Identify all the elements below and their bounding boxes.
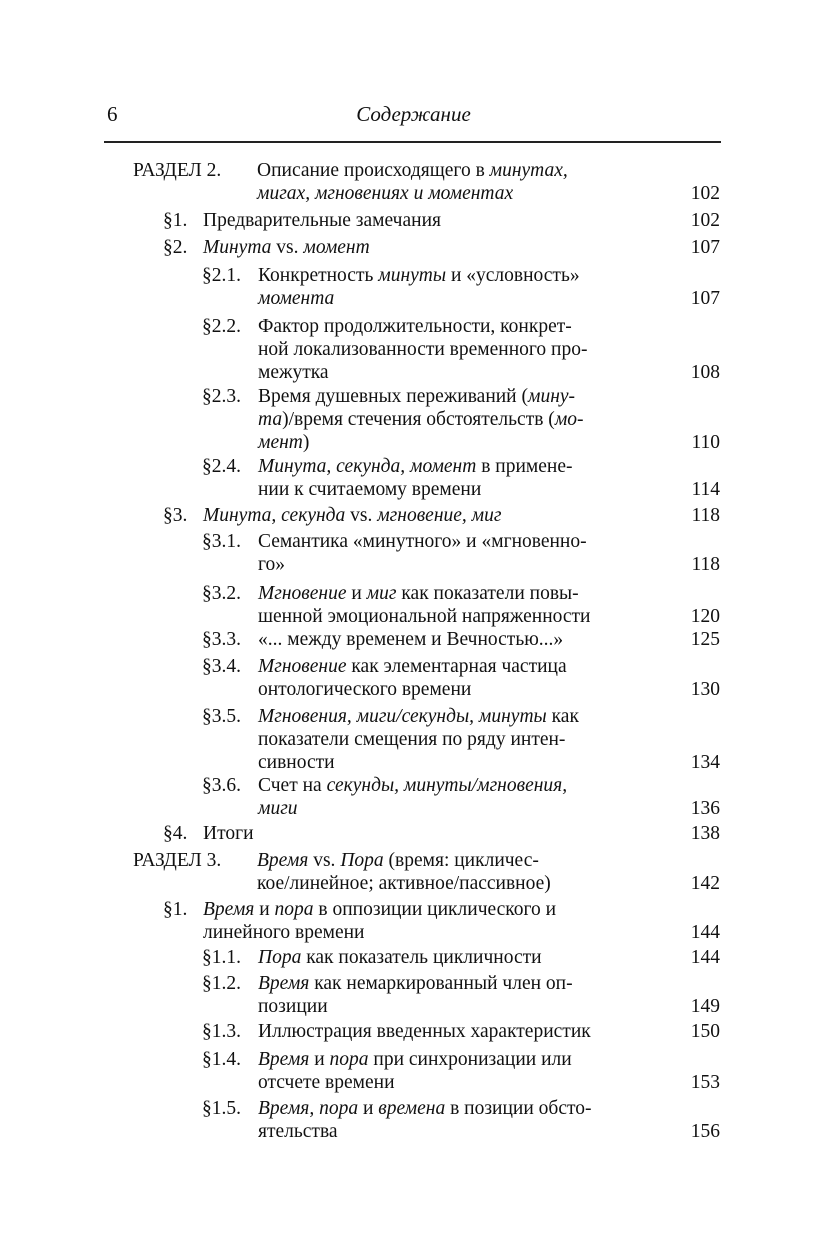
toc-entry <box>202 265 720 311</box>
toc-entry-title-line: Описание происходящего в минутах, <box>257 160 568 181</box>
toc-entry-page: 144 <box>690 922 720 943</box>
toc-entry-title-line: шенной эмоциональной напряженности <box>258 606 591 627</box>
toc-entry-title-line: Время и пора в оппозиции циклического и <box>203 899 557 920</box>
toc-entry <box>202 531 720 577</box>
toc-entry-number: §3.2. <box>202 583 241 604</box>
toc-entry <box>163 823 720 846</box>
toc-entry-title-line: кое/линейное; активное/пассивное) <box>257 873 551 894</box>
toc-entry-title-line: ной локализованности временного про- <box>258 339 588 360</box>
toc-entry-page: 130 <box>690 679 720 700</box>
toc-entry-title-line: Время как немаркированный член оп- <box>258 973 573 994</box>
toc-entry-page: 118 <box>691 554 720 575</box>
toc-entry-number: §3.1. <box>202 531 241 552</box>
toc-entry-page: 118 <box>691 505 720 526</box>
toc-entry-title-line: Семантика «минутного» и «мгновенно- <box>258 531 587 552</box>
toc-entry-number: §1.3. <box>202 1021 241 1042</box>
toc-entry <box>202 1021 720 1044</box>
toc-entry-title-line: Время, пора и времена в позиции обсто- <box>258 1098 592 1119</box>
toc-entry-title-line: Минута vs. момент <box>203 237 370 258</box>
toc-entry <box>202 316 720 385</box>
toc-entry-title-line: отсчете времени <box>258 1072 395 1093</box>
toc-entry-number: §3. <box>163 505 188 526</box>
toc-entry <box>163 237 720 260</box>
toc-entry-title-line: Предварительные замечания <box>203 210 441 231</box>
toc-entry <box>133 850 720 896</box>
toc-entry <box>163 210 720 233</box>
toc-entry-page: 110 <box>691 432 720 453</box>
toc-entry-title-line: линейного времени <box>203 922 365 943</box>
toc-entry-page: 153 <box>690 1072 720 1093</box>
toc-entry-page: 136 <box>690 798 720 819</box>
toc-entry <box>202 1098 720 1144</box>
toc-entry <box>202 1049 720 1095</box>
toc-entry-title-line: нии к считаемому времени <box>258 479 482 500</box>
toc-entry-page: 102 <box>690 183 720 204</box>
toc-entry-page: 120 <box>690 606 720 627</box>
toc-entry-number: §1.2. <box>202 973 241 994</box>
toc-entry-page: 125 <box>690 629 720 650</box>
toc-entry-number: РАЗДЕЛ 3. <box>133 850 222 871</box>
toc-entry-title-line: «... между временем и Вечностью...» <box>258 629 564 650</box>
toc-entry-page: 138 <box>690 823 720 844</box>
toc-entry-title-line: мент) <box>258 432 310 453</box>
toc-entry-number: §1.5. <box>202 1098 241 1119</box>
toc-entry-title-line: Иллюстрация введенных характеристик <box>258 1021 591 1042</box>
toc-entry-number: §2.3. <box>202 386 241 407</box>
toc-entry-title-line: Итоги <box>203 823 254 844</box>
toc-entry-title-line: миги <box>258 798 298 819</box>
running-header-title: Содержание <box>356 102 471 126</box>
toc-entry-page: 149 <box>690 996 720 1017</box>
toc-entry-number: §3.5. <box>202 706 241 727</box>
toc-entry-page: 156 <box>690 1121 720 1142</box>
toc-entry-title-line: онтологического времени <box>258 679 472 700</box>
toc-entry-title-line: Минута, секунда, момент в примене- <box>258 456 573 477</box>
toc-entry-title-line: Фактор продолжительности, конкрет- <box>258 316 572 337</box>
toc-entry-title-line: мигах, мгновениях и моментах <box>257 183 514 204</box>
toc-entry-title-line: Конкретность минуты и «условность» <box>258 265 580 286</box>
toc-entry-number: §1. <box>163 899 188 920</box>
toc-entry-number: §1.4. <box>202 1049 241 1070</box>
toc-entry-title-line: Мгновение и миг как показатели повы- <box>258 583 579 604</box>
toc-entry-title-line: межутка <box>258 362 329 383</box>
toc-entry-title-line: Мгновение как элементарная частица <box>258 656 567 677</box>
toc-entry-number: РАЗДЕЛ 2. <box>133 160 222 181</box>
toc-entry-number: §1. <box>163 210 188 231</box>
toc-entry <box>163 505 720 528</box>
toc-entry <box>202 656 720 702</box>
toc-entry <box>202 947 720 970</box>
toc-entry <box>202 629 720 652</box>
toc-entry <box>202 456 720 502</box>
toc-entry-page: 107 <box>690 288 720 309</box>
toc-entry-number: §1.1. <box>202 947 241 968</box>
toc-entry-number: §4. <box>163 823 188 844</box>
page-number: 6 <box>107 102 118 126</box>
toc-entry-title-line: показатели смещения по ряду интен- <box>258 729 566 750</box>
toc-entry-title-line: ятельства <box>258 1121 338 1142</box>
toc-entry-number: §2. <box>163 237 188 258</box>
toc-entry-page: 108 <box>690 362 720 383</box>
toc-entry-title-line: го» <box>258 554 286 575</box>
toc-entry-number: §3.4. <box>202 656 241 677</box>
toc-entry-title-line: Время vs. Пора (время: цикличес- <box>257 850 539 871</box>
toc-entry-title-line: Минута, секунда vs. мгновение, миг <box>203 505 502 526</box>
toc-entry-title-line: Мгновения, миги/секунды, минуты как <box>258 706 579 727</box>
toc-entry-title-line: Пора как показатель цикличности <box>258 947 542 968</box>
toc-entry <box>202 706 720 775</box>
toc-entry-page: 107 <box>690 237 720 258</box>
toc-entry <box>163 899 720 945</box>
toc-entry-number: §2.2. <box>202 316 241 337</box>
toc-entry-page: 150 <box>690 1021 720 1042</box>
toc-entry <box>202 775 720 821</box>
toc-entry-title-line: Счет на секунды, минуты/мгновения, <box>258 775 568 796</box>
toc-entry <box>133 160 720 206</box>
toc-entry-title-line: Время и пора при синхронизации или <box>258 1049 572 1070</box>
toc-entry-number: §2.1. <box>202 265 241 286</box>
toc-entry-title-line: позиции <box>258 996 328 1017</box>
toc-entry-title-line: Время душевных переживаний (мину- <box>258 386 576 407</box>
toc-entry <box>202 386 720 455</box>
toc-entry-page: 114 <box>691 479 720 500</box>
toc-entry-title-line: та)/время стечения обстоятельств (мо- <box>258 409 584 430</box>
toc-entry <box>202 973 720 1019</box>
toc-entry-page: 142 <box>690 873 720 894</box>
toc-entry-page: 134 <box>690 752 720 773</box>
toc-entry-number: §3.3. <box>202 629 241 650</box>
toc-entry-title-line: сивности <box>258 752 335 773</box>
toc-entry <box>202 583 720 629</box>
toc-entry-number: §2.4. <box>202 456 241 477</box>
toc-entry-page: 144 <box>690 947 720 968</box>
toc-entry-page: 102 <box>690 210 720 231</box>
toc-entry-number: §3.6. <box>202 775 241 796</box>
toc-entry-title-line: момента <box>258 288 335 309</box>
